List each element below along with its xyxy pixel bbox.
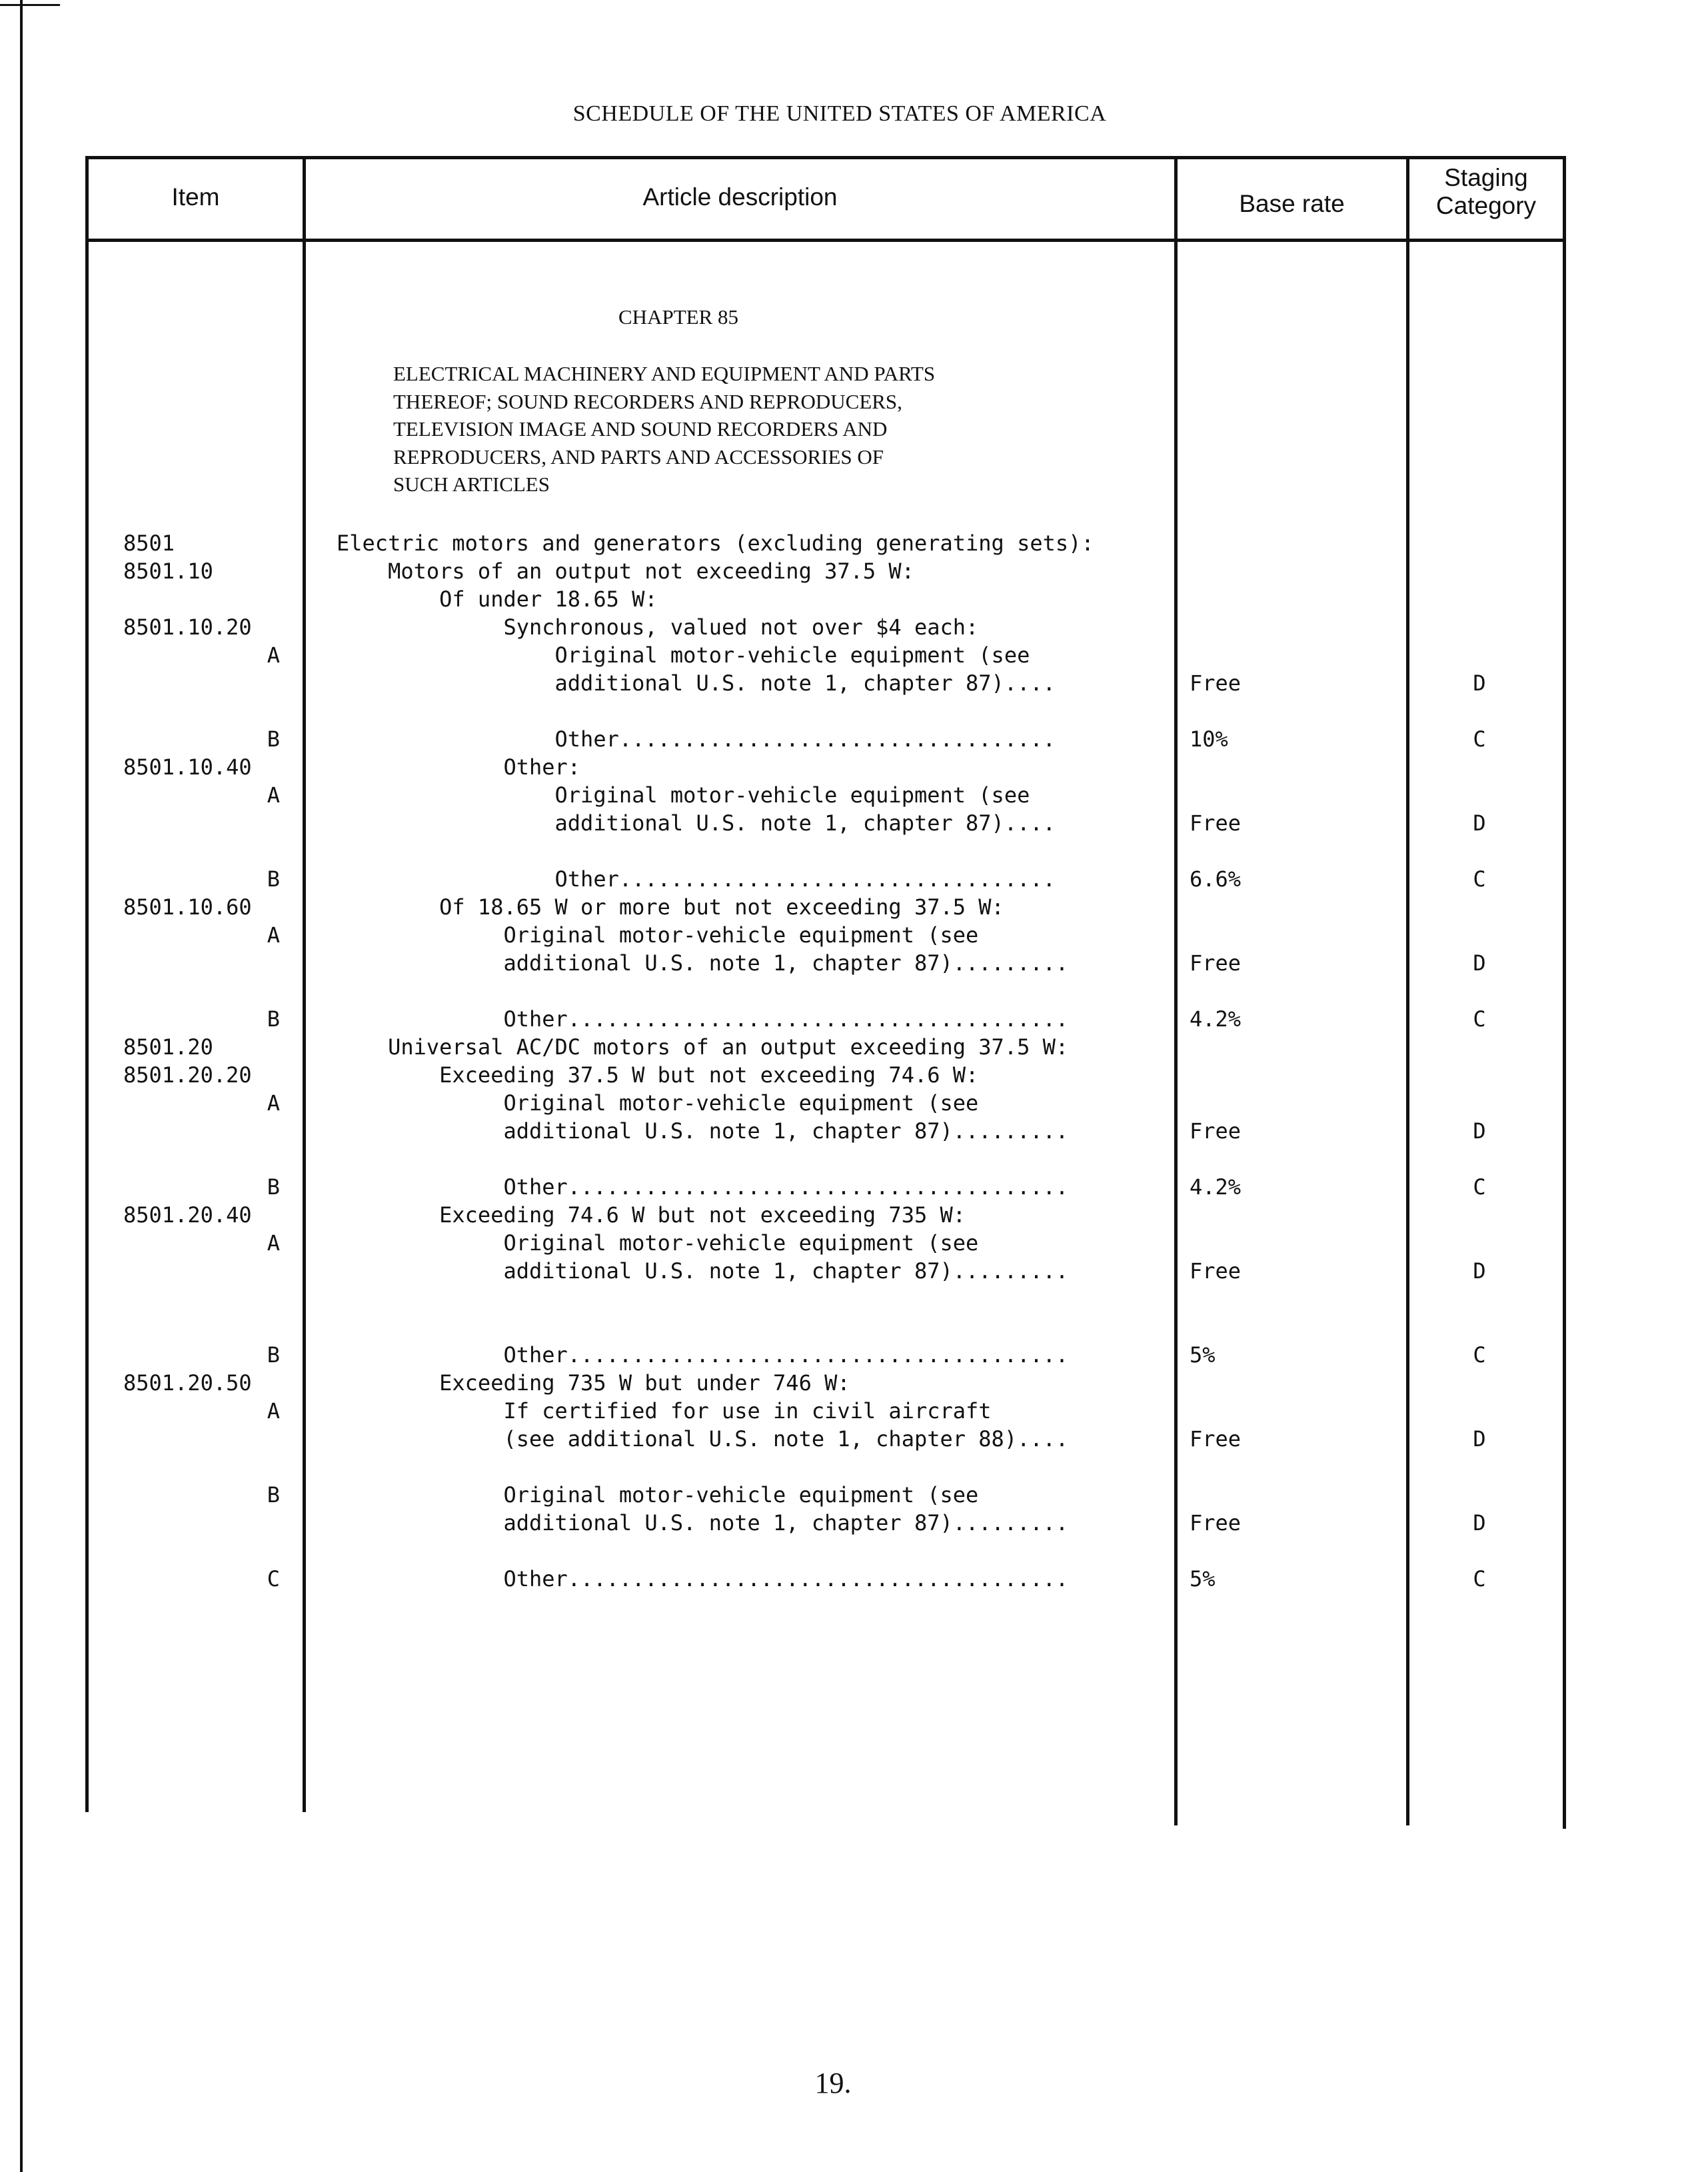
item-code: 8501.10.20 xyxy=(123,614,252,640)
base-rate-value: 10% xyxy=(1190,726,1228,752)
item-subcode: A xyxy=(267,922,280,948)
rate-category-divider xyxy=(1406,156,1409,1825)
article-description: Exceeding 74.6 W but not exceeding 735 W: xyxy=(337,1202,966,1228)
chapter-title-line: THEREOF; SOUND RECORDERS AND REPRODUCERS, xyxy=(393,389,902,413)
chapter-title-line: SUCH ARTICLES xyxy=(393,473,550,496)
item-code: 8501.20.20 xyxy=(123,1062,252,1088)
staging-category-value: C xyxy=(1473,726,1486,752)
item-subcode: B xyxy=(267,1174,280,1200)
article-description: Other....................................... xyxy=(337,1006,1069,1032)
article-description: Electric motors and generators (excluding generating sets): xyxy=(337,531,1094,556)
staging-category-value: C xyxy=(1473,1566,1486,1592)
article-description: Original motor-vehicle equipment (see xyxy=(337,922,979,948)
item-code: 8501.10.40 xyxy=(123,754,252,780)
article-description: Original motor-vehicle equipment (see xyxy=(337,1090,979,1116)
article-description: If certified for use in civil aircraft xyxy=(337,1398,992,1424)
base-rate-value: 6.6% xyxy=(1190,866,1242,892)
header-bottom-rule xyxy=(85,239,1566,242)
item-subcode: B xyxy=(267,1482,280,1508)
chapter-title xyxy=(393,360,935,499)
article-description: Original motor-vehicle equipment (see xyxy=(337,1482,979,1508)
item-code: 8501.20 xyxy=(123,1034,213,1060)
page-number: 19. xyxy=(814,2067,852,2099)
staging-category-value: D xyxy=(1473,670,1486,696)
item-subcode: B xyxy=(267,866,280,892)
staging-category-value: C xyxy=(1473,1006,1486,1032)
item-subcode: B xyxy=(267,1006,280,1032)
chapter-title-line: TELEVISION IMAGE AND SOUND RECORDERS AND xyxy=(393,417,888,441)
base-rate-value: 5% xyxy=(1190,1566,1216,1592)
article-description: additional U.S. note 1, chapter 87)......... xyxy=(337,950,1069,976)
table-left-rule xyxy=(85,156,89,1812)
staging-category-value: D xyxy=(1473,810,1486,836)
item-code: 8501 xyxy=(123,531,175,556)
item-subcode: A xyxy=(267,1090,280,1116)
article-description: Exceeding 735 W but under 746 W: xyxy=(337,1370,850,1396)
article-description: (see additional U.S. note 1, chapter 88).... xyxy=(337,1426,1069,1452)
article-description: Exceeding 37.5 W but not exceeding 74.6 W: xyxy=(337,1062,979,1088)
chapter-heading: CHAPTER 85 xyxy=(618,305,738,329)
item-subcode: C xyxy=(267,1566,280,1592)
item-desc-divider xyxy=(303,156,306,1812)
base-rate-value: Free xyxy=(1190,1258,1242,1284)
column-header-description: Article description xyxy=(642,183,838,211)
article-description: additional U.S. note 1, chapter 87)......... xyxy=(337,1258,1069,1284)
page-edge-left xyxy=(20,0,23,2172)
chapter-title-line: REPRODUCERS, AND PARTS AND ACCESSORIES OF xyxy=(393,445,884,469)
item-subcode: B xyxy=(267,726,280,752)
staging-category-value: C xyxy=(1473,866,1486,892)
article-description: Other.................................. xyxy=(337,866,1056,892)
item-subcode: A xyxy=(267,642,280,668)
article-description: Original motor-vehicle equipment (see xyxy=(337,782,1030,808)
base-rate-value: Free xyxy=(1190,1510,1242,1536)
staging-category-value: D xyxy=(1473,1258,1486,1284)
page-edge-top xyxy=(0,4,60,6)
column-header-base-rate: Base rate xyxy=(1239,190,1345,217)
base-rate-value: Free xyxy=(1190,1118,1242,1144)
table-right-rule xyxy=(1563,156,1566,1829)
staging-category-value: C xyxy=(1473,1174,1486,1200)
article-description: additional U.S. note 1, chapter 87).... xyxy=(337,810,1056,836)
base-rate-value: 4.2% xyxy=(1190,1174,1242,1200)
item-code: 8501.10 xyxy=(123,558,213,584)
staging-category-value: D xyxy=(1473,1426,1486,1452)
staging-category-value: C xyxy=(1473,1342,1486,1368)
article-description: Other....................................... xyxy=(337,1342,1069,1368)
page-title: SCHEDULE OF THE UNITED STATES OF AMERICA xyxy=(572,101,1107,126)
article-description: Other....................................... xyxy=(337,1174,1069,1200)
base-rate-value: Free xyxy=(1190,810,1242,836)
article-description: Universal AC/DC motors of an output exceeding 37.5 W: xyxy=(337,1034,1069,1060)
table-top-rule xyxy=(85,156,1566,159)
article-description: Original motor-vehicle equipment (see xyxy=(337,642,1030,668)
item-code: 8501.10.60 xyxy=(123,894,252,920)
item-subcode: B xyxy=(267,1342,280,1368)
article-description: additional U.S. note 1, chapter 87)......... xyxy=(337,1118,1069,1144)
staging-category-value: D xyxy=(1473,1118,1486,1144)
article-description: Of under 18.65 W: xyxy=(337,586,658,612)
desc-rate-divider xyxy=(1174,156,1178,1825)
article-description: Original motor-vehicle equipment (see xyxy=(337,1230,979,1256)
article-description: additional U.S. note 1, chapter 87).... xyxy=(337,670,1056,696)
staging-category-value: D xyxy=(1473,1510,1486,1536)
base-rate-value: Free xyxy=(1190,670,1242,696)
column-header-staging-line1: Staging xyxy=(1444,164,1528,191)
article-description: Motors of an output not exceeding 37.5 W: xyxy=(337,558,914,584)
chapter-title-line: ELECTRICAL MACHINERY AND EQUIPMENT AND PARTS xyxy=(393,362,936,385)
item-subcode: A xyxy=(267,1230,280,1256)
article-description: Of 18.65 W or more but not exceeding 37.5 W: xyxy=(337,894,1004,920)
article-description: additional U.S. note 1, chapter 87)......... xyxy=(337,1510,1069,1536)
staging-category-value: D xyxy=(1473,950,1486,976)
column-header-staging-line2: Category xyxy=(1435,192,1537,219)
base-rate-value: 4.2% xyxy=(1190,1006,1242,1032)
base-rate-value: 5% xyxy=(1190,1342,1216,1368)
base-rate-value: Free xyxy=(1190,950,1242,976)
article-description: Other....................................... xyxy=(337,1566,1069,1592)
item-subcode: A xyxy=(267,1398,280,1424)
article-description: Synchronous, valued not over $4 each: xyxy=(337,614,979,640)
item-code: 8501.20.50 xyxy=(123,1370,252,1396)
column-header-item: Item xyxy=(171,183,220,211)
base-rate-value: Free xyxy=(1190,1426,1242,1452)
item-subcode: A xyxy=(267,782,280,808)
article-description: Other: xyxy=(337,754,581,780)
article-description: Other.................................. xyxy=(337,726,1056,752)
item-code: 8501.20.40 xyxy=(123,1202,252,1228)
